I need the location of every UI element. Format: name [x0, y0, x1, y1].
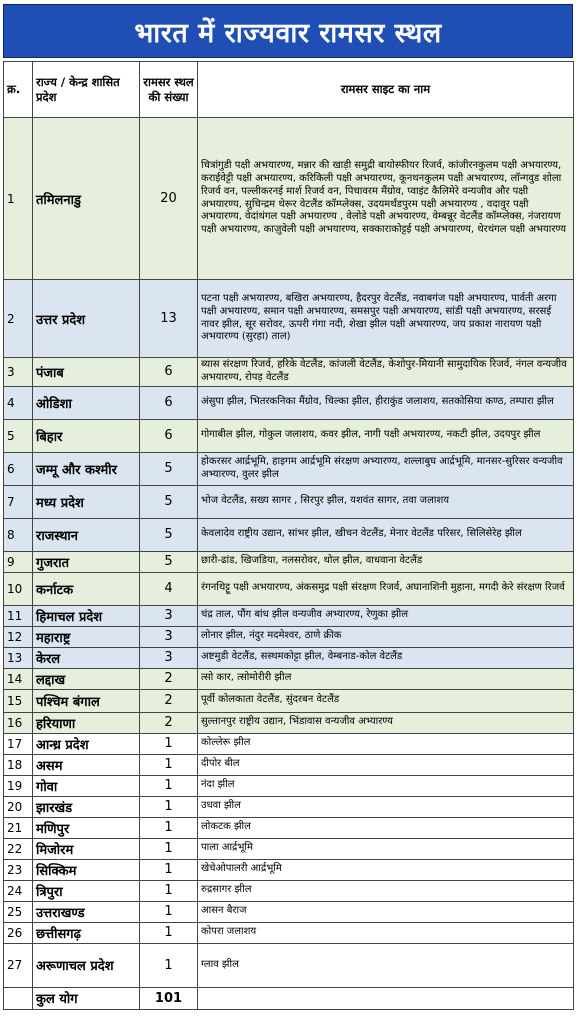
- sites-cell: अंसुपा झील, भितरकनिका मैंग्रोव, चिल्का झील, हीराकुंड जलाशय, सतकोसिया कण्ठ, तम्पारा झील: [198, 386, 574, 419]
- table-row: [4, 817, 574, 838]
- state-cell: राजस्थान: [33, 518, 140, 551]
- state-cell: केरल: [33, 647, 140, 668]
- sites-cell: सुल्तानपुर राष्ट्रीय उद्यान, भिंडावास वन्यजीव अभ्यारण्य: [198, 712, 574, 733]
- serial-cell: 22: [4, 838, 33, 859]
- serial-cell: 14: [4, 668, 33, 689]
- serial-cell: 2: [4, 280, 33, 358]
- serial-cell: 19: [4, 775, 33, 796]
- table-row: [4, 901, 574, 922]
- count-cell: 1: [140, 754, 198, 775]
- count-cell: 1: [140, 901, 198, 922]
- serial-cell: 16: [4, 712, 33, 733]
- count-cell: 1: [140, 943, 198, 987]
- state-cell: असम: [33, 754, 140, 775]
- state-cell: उत्तराखण्ड: [33, 901, 140, 922]
- count-cell: 6: [140, 358, 198, 387]
- state-cell: अरूणाचल प्रदेश: [33, 943, 140, 987]
- table-body: [4, 118, 574, 1010]
- sites-cell: पूर्वी कोलकाता वेटलैंड, सुंदरबन वेटलैंड: [198, 689, 574, 712]
- state-cell: सिक्किम: [33, 859, 140, 880]
- sites-cell: पटना पक्षी अभयारण्य, बखिरा अभयारण्य, हैदरपुर वेटलैंड, नवाबगंज पक्षी अभयारण्य, पार्वती अरगा पक्षी अभयारण्य, समान पक्षी अभयारण्य, समसपुर पक्षी अभयारण्य, सांडी पक्षी अभयारण्य, सरसई नावर झील, सूर सरोवर, ऊपरी गंगा नदी, शेखा झील पक्षी अभयारण्य, जय प्रकाश नारायण पक्षी अभयारण्य (सुरहा) ताल): [198, 280, 574, 358]
- header-serial: क्र.: [4, 62, 33, 118]
- state-cell: गुजरात: [33, 551, 140, 572]
- state-cell: हरियाणा: [33, 712, 140, 733]
- count-cell: 1: [140, 796, 198, 817]
- state-cell: बिहार: [33, 419, 140, 452]
- state-cell: मध्य प्रदेश: [33, 485, 140, 518]
- sites-cell: केवलादेव राष्ट्रीय उद्यान, सांभर झील, खीचन वेटलैंड, मेनार वेटलैंड परिसर, सिलिसेरेह झील: [198, 518, 574, 551]
- serial-cell: 17: [4, 733, 33, 754]
- sites-cell: त्सो कार, त्सोमोरीरी झील: [198, 668, 574, 689]
- sites-cell: भोज वेटलैंड, सख्य सागर , सिरपुर झील, यशवंत सागर, तवा जलाशय: [198, 485, 574, 518]
- serial-cell: 27: [4, 943, 33, 987]
- serial-cell: 13: [4, 647, 33, 668]
- serial-cell: 5: [4, 419, 33, 452]
- state-cell: पश्चिम बंगाल: [33, 689, 140, 712]
- count-cell: 2: [140, 712, 198, 733]
- serial-cell: 11: [4, 605, 33, 626]
- count-cell: 2: [140, 668, 198, 689]
- table-row: [4, 626, 574, 647]
- count-cell: 1: [140, 817, 198, 838]
- table-row: [4, 668, 574, 689]
- table-row: [4, 796, 574, 817]
- serial-cell: 18: [4, 754, 33, 775]
- table-row: [4, 551, 574, 572]
- sites-cell: उधवा झील: [198, 796, 574, 817]
- table-row: [4, 859, 574, 880]
- state-cell: हिमाचल प्रदेश: [33, 605, 140, 626]
- table-row: [4, 775, 574, 796]
- total-label: कुल योग: [33, 987, 140, 1009]
- serial-cell: 21: [4, 817, 33, 838]
- state-cell: झारखंड: [33, 796, 140, 817]
- serial-cell: 20: [4, 796, 33, 817]
- count-cell: 13: [140, 280, 198, 358]
- table-row: [4, 943, 574, 987]
- sites-cell: नंदा झील: [198, 775, 574, 796]
- table-row: [4, 712, 574, 733]
- count-cell: 1: [140, 859, 198, 880]
- state-cell: ओडिशा: [33, 386, 140, 419]
- count-cell: 5: [140, 518, 198, 551]
- count-cell: 6: [140, 419, 198, 452]
- ramsar-table: [3, 61, 574, 1010]
- table-row: [4, 689, 574, 712]
- table-row: [4, 922, 574, 943]
- serial-cell: 1: [4, 118, 33, 280]
- count-cell: 1: [140, 775, 198, 796]
- sites-cell: दीपोर बील: [198, 754, 574, 775]
- header-state: राज्य / केन्द्र शासित प्रदेश: [33, 62, 140, 118]
- table-row: [4, 518, 574, 551]
- state-cell: जम्मू और कश्मीर: [33, 452, 140, 485]
- table-row: [4, 880, 574, 901]
- count-cell: 1: [140, 838, 198, 859]
- sites-cell: चित्रांगुडी पक्षी अभयारण्य, मन्नार की खाड़ी समुद्री बायोस्फीयर रिजर्व, कांजीरनकुलम पक्षी अभयारण्य, कराईवेट्टी पक्षी अभयारण्य, करिकिली पक्षी अभयारण्य, कूनथनकुलम पक्षी अभयारण्य, लॉन्गवुड शोला रिजर्व वन, पल्लीकरनई मार्श रिजर्व वन, पिचावरम मैंग्रोव, प्वाइंट कैलिमेरे वन्यजीव और पक्षी अभयारण्य, सुचिन्द्रम थेरूर वेटलैंड कॉम्प्लेक्स, उदयमर्थंडपुरम पक्षी अभयारण्य , वदावुर पक्षी अभयारण्य, वेदांथंगल पक्षी अभयारण्य , वेलोडे पक्षी अभयारण्य, वेम्बन्नूर वेटलैंड कॉम्प्लेक्स, नंजरायण पक्षी अभयारण्य, काज़ुवेली पक्षी अभयारण्य, सक्काराकोट्टई पक्षी अभयारण्य, थेरथंगल पक्षी अभयारण्य: [198, 118, 574, 280]
- total-count: 101: [140, 987, 198, 1009]
- serial-cell: 24: [4, 880, 33, 901]
- sites-cell: रुद्रसागर झील: [198, 880, 574, 901]
- sites-cell: रंगनथिट्टू पक्षी अभयारण्य, अंकसमुद्र पक्षी संरक्षण रिजर्व, अघानाशिनी मुहाना, मगदी केरे संरक्षण रिजर्व: [198, 572, 574, 605]
- state-cell: तमिलनाडु: [33, 118, 140, 280]
- table-header-row: [4, 62, 574, 118]
- sites-cell: कोल्लेरू झील: [198, 733, 574, 754]
- count-cell: 1: [140, 880, 198, 901]
- table-row: [4, 605, 574, 626]
- count-cell: 1: [140, 733, 198, 754]
- table-row: [4, 733, 574, 754]
- count-cell: 5: [140, 452, 198, 485]
- state-cell: त्रिपुरा: [33, 880, 140, 901]
- serial-cell: 25: [4, 901, 33, 922]
- state-cell: महाराष्ट्र: [33, 626, 140, 647]
- serial-cell: 4: [4, 386, 33, 419]
- sites-cell: आसन बैराज: [198, 901, 574, 922]
- total-sites-cell: [198, 987, 574, 1009]
- count-cell: 3: [140, 626, 198, 647]
- count-cell: 3: [140, 605, 198, 626]
- table-row: [4, 386, 574, 419]
- state-cell: लद्दाख: [33, 668, 140, 689]
- count-cell: 4: [140, 572, 198, 605]
- sites-cell: लोनार झील, नंदुर मदमेश्वर, ठाणे क्रीक: [198, 626, 574, 647]
- table-row: [4, 754, 574, 775]
- serial-cell: 3: [4, 358, 33, 387]
- sites-cell: ग्लाव झील: [198, 943, 574, 987]
- count-cell: 5: [140, 485, 198, 518]
- count-cell: 20: [140, 118, 198, 280]
- table-row: [4, 358, 574, 387]
- state-cell: गोवा: [33, 775, 140, 796]
- page-title: भारत में राज्यवार रामसर स्थल: [3, 4, 573, 58]
- serial-cell: 23: [4, 859, 33, 880]
- total-serial-cell: [4, 987, 33, 1009]
- count-cell: 6: [140, 386, 198, 419]
- sites-cell: होकरसर आर्द्रभूमि, हाइगम आर्द्रभूमि संरक्षण अभ्यारण्य, शल्लाबुघ आर्द्रभूमि, मानसर-सुरिसर वन्यजीव अभ्यारण्य, वुलर झील: [198, 452, 574, 485]
- table-row: [4, 280, 574, 358]
- header-sites: रामसर साइट का नाम: [198, 62, 574, 118]
- state-cell: छत्तीसगढ़: [33, 922, 140, 943]
- sites-cell: पाला आर्द्रभूमि: [198, 838, 574, 859]
- table-row: [4, 452, 574, 485]
- table-row: [4, 647, 574, 668]
- state-cell: पंजाब: [33, 358, 140, 387]
- count-cell: 5: [140, 551, 198, 572]
- table-row: [4, 572, 574, 605]
- state-cell: मिजोरम: [33, 838, 140, 859]
- serial-cell: 26: [4, 922, 33, 943]
- header-count: रामसर स्थल की संख्या: [140, 62, 198, 118]
- state-cell: उत्तर प्रदेश: [33, 280, 140, 358]
- serial-cell: 6: [4, 452, 33, 485]
- sites-cell: खेचेओपालरी आर्द्रभूमि: [198, 859, 574, 880]
- sites-cell: चंद्र ताल, पौंग बांध झील वन्यजीव अभ्यारण्य, रेणुका झील: [198, 605, 574, 626]
- serial-cell: 15: [4, 689, 33, 712]
- serial-cell: 9: [4, 551, 33, 572]
- table-row: [4, 419, 574, 452]
- table-row: [4, 485, 574, 518]
- sites-cell: लोकटक झील: [198, 817, 574, 838]
- sites-cell: गोगाबील झील, गोकुल जलाशय, कवर झील, नागी पक्षी अभयारण्य, नकटी झील, उदयपुर झील: [198, 419, 574, 452]
- count-cell: 1: [140, 922, 198, 943]
- sites-cell: ब्यास संरक्षण रिजर्व, हरिके वेटलैंड, कांजली वेटलैंड, केशोपुर-मियानी सामुदायिक रिजर्व, नंगल वन्यजीव अभयारण्य, रोपड़ वेटलैंड: [198, 358, 574, 387]
- sites-cell: कोपरा जलाशय: [198, 922, 574, 943]
- table-row: [4, 118, 574, 280]
- serial-cell: 8: [4, 518, 33, 551]
- sites-cell: छारी-ढांड, खिजडिया, नलसरोवर, थोल झील, वाधवाना वेटलैंड: [198, 551, 574, 572]
- serial-cell: 7: [4, 485, 33, 518]
- total-row: [4, 987, 574, 1009]
- sites-cell: अष्टमुडी वेटलैंड, सस्थमकोट्टा झील, वेम्बनाड-कोल वेटलैंड: [198, 647, 574, 668]
- state-cell: मणिपुर: [33, 817, 140, 838]
- state-cell: आन्ध्र प्रदेश: [33, 733, 140, 754]
- serial-cell: 12: [4, 626, 33, 647]
- count-cell: 3: [140, 647, 198, 668]
- state-cell: कर्नाटक: [33, 572, 140, 605]
- count-cell: 2: [140, 689, 198, 712]
- table-row: [4, 838, 574, 859]
- serial-cell: 10: [4, 572, 33, 605]
